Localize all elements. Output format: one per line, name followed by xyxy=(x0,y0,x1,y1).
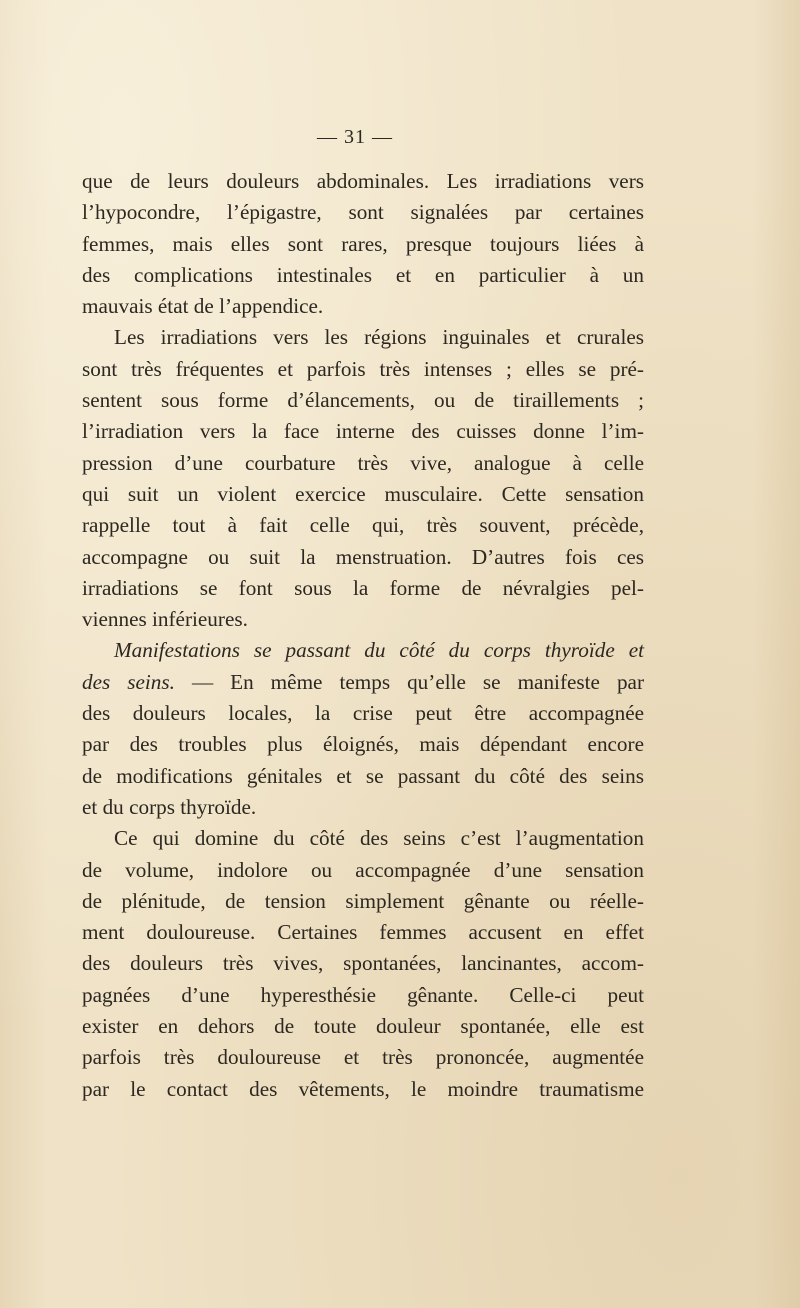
text-line: et du corps thyroïde. xyxy=(82,794,257,819)
text-line: sont très fréquentes et parfois très intenses ; elles se pré- xyxy=(82,356,644,381)
section-heading-end: des seins. xyxy=(82,669,175,694)
text-line: rappelle tout à fait celle qui, très souvent, précède, xyxy=(82,513,644,538)
text-line: l’hypocondre, l’épigastre, sont signalées par certaines xyxy=(82,200,644,225)
text-line xyxy=(82,667,644,698)
section-heading-line: Manifestations se passant du côté du corps thyroïde et xyxy=(114,638,644,663)
text-line: de plénitude, de tension simplement gênante ou réelle- xyxy=(82,888,644,913)
text-line: viennes inférieures. xyxy=(82,607,248,632)
text-line: par des troubles plus éloignés, mais dépendant encore xyxy=(82,732,644,757)
text-line: l’irradiation vers la face interne des cuisses donne l’im- xyxy=(82,419,644,444)
paragraph-2 xyxy=(82,322,644,635)
text-line: Les irradiations vers les régions inguinales et crurales xyxy=(114,325,644,350)
body-text xyxy=(82,166,644,1105)
page-number: — 31 — xyxy=(317,126,393,148)
text-line: Ce qui domine du côté des seins c’est l’augmentation xyxy=(114,826,644,851)
text-line: de modifications génitales et se passant du côté des seins xyxy=(82,763,644,788)
section-text-start: — En même temps qu’elle se manifeste par xyxy=(174,669,644,694)
text-line: des douleurs locales, la crise peut être accompagnée xyxy=(82,701,644,726)
text-line: que de leurs douleurs abdominales. Les irradiations vers xyxy=(82,169,644,193)
text-line: de volume, indolore ou accompagnée d’une sensation xyxy=(82,857,644,882)
text-line: des complications intestinales et en particulier à un xyxy=(82,262,644,287)
text-line: ment douloureuse. Certaines femmes accusent en effet xyxy=(82,920,644,945)
text-line: pression d’une courbature très vive, analogue à celle xyxy=(82,450,644,475)
text-line: mauvais état de l’appendice. xyxy=(82,294,324,319)
text-line: femmes, mais elles sont rares, presque toujours liées à xyxy=(82,231,644,256)
text-line: pagnées d’une hyperesthésie gênante. Celle-ci peut xyxy=(82,982,644,1007)
text-line: qui suit un violent exercice musculaire. Cette sensation xyxy=(82,481,644,506)
text-line: des douleurs très vives, spontanées, lancinantes, accom- xyxy=(82,951,644,976)
paragraph-1 xyxy=(82,166,644,322)
paragraph-4 xyxy=(82,823,644,1105)
text-line: sentent sous forme d’élancements, ou de tiraillements ; xyxy=(82,388,644,413)
text-line: parfois très douloureuse et très prononcée, augmentée xyxy=(82,1045,644,1070)
text-line: irradiations se font sous la forme de névralgies pel- xyxy=(82,575,644,600)
text-line: exister en dehors de toute douleur spontanée, elle est xyxy=(82,1014,644,1039)
paragraph-3 xyxy=(82,635,644,823)
text-line: accompagne ou suit la menstruation. D’autres fois ces xyxy=(82,544,644,569)
text-line: par le contact des vêtements, le moindre traumatisme xyxy=(82,1076,644,1101)
